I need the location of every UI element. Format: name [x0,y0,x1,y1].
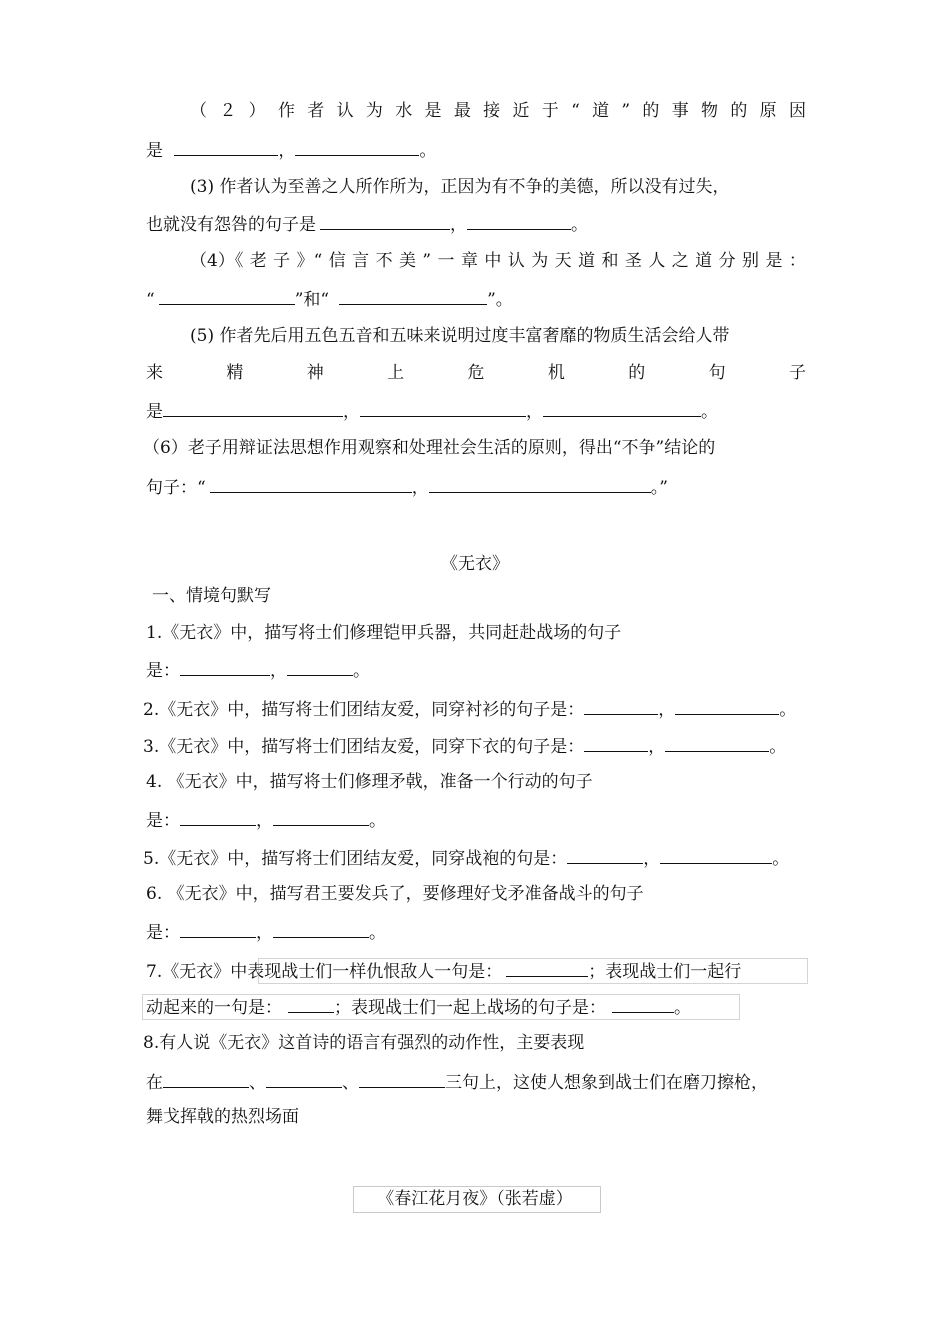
section-title-chunjiang: 《春江花月夜》（张若虚） [377,1189,573,1209]
laozi-q4-char: 分 [718,251,736,271]
answer-blank[interactable] [180,920,256,938]
wuyi-q7-line2: 动起来的一句是： ；表现战士们一起上战场的句子是： 。 [146,995,691,1017]
laozi-q2-char: ２ [219,101,237,121]
answer-blank[interactable] [295,138,419,156]
laozi-q2-char: 接 [483,101,501,121]
laozi-q2-char: ” [621,101,631,121]
laozi-q2-char: 事 [671,101,689,121]
laozi-q2-line1 [190,100,806,122]
laozi-q2-char: 作 [277,101,295,121]
answer-blank[interactable] [584,734,648,752]
laozi-q4-char: 子 [273,251,291,271]
laozi-q2-char: 道 [592,101,610,121]
answer-blank[interactable] [288,995,334,1013]
wuyi-q6-line1: 6. 《无衣》中，描写君王要发兵了，要修理好戈矛准备战斗的句子 [146,884,644,904]
wuyi-q4-line2: 是： ， 。 [146,808,386,830]
answer-blank[interactable] [163,399,343,417]
answer-blank[interactable] [273,808,369,826]
laozi-q2-char: 因 [788,101,806,121]
laozi-q2-char: 近 [512,101,530,121]
answer-blank[interactable] [163,1070,249,1088]
laozi-q5-char: 精 [226,363,244,383]
answer-blank[interactable] [287,658,353,676]
laozi-q2-char: 最 [453,101,471,121]
laozi-q5-line1: (5) 作者先后用五色五音和五味来说明过度丰富奢靡的物质生活会给人带 [190,326,730,346]
section-title-wuyi: 《无衣》 [441,554,509,574]
laozi-q2-char: （ [190,101,207,121]
laozi-q4-line2: “ ”和“ ”。 [146,287,513,309]
answer-blank[interactable] [320,212,450,230]
wuyi-q4-line1: 4. 《无衣》中，描写将士们修理矛戟，准备一个行动的句子 [146,772,593,792]
laozi-q4-char: 章 [460,251,478,271]
laozi-q2-char: 水 [395,101,413,121]
laozi-q5-char: 上 [387,363,405,383]
wuyi-q6-line2: 是： ， 。 [146,920,386,942]
laozi-q2-char: 于 [541,101,559,121]
laozi-q5-line2 [146,362,806,384]
laozi-q4-char: 道 [695,251,713,271]
wuyi-q3: 3.《无衣》中，描写将士们团结友爱，同穿下衣的句子是： ， 。 [143,734,786,756]
laozi-q2-char: 的 [642,101,660,121]
answer-blank[interactable] [180,808,256,826]
answer-blank[interactable] [665,734,769,752]
laozi-q4-char: ” [422,251,432,271]
laozi-q4-char: 认 [507,251,525,271]
answer-blank[interactable] [543,399,701,417]
laozi-q2-line2: 是 ， 。 [146,138,436,160]
laozi-q2-char: 物 [701,101,719,121]
laozi-q2-char: 认 [336,101,354,121]
laozi-q4-char: 中 [484,251,502,271]
answer-blank[interactable] [210,475,412,493]
laozi-q5-char: 神 [306,363,324,383]
laozi-q4-char: 为 [531,251,549,271]
laozi-q2-char: 是 [424,101,442,121]
laozi-q4-char: ： [788,251,806,271]
laozi-q2-char: 的 [730,101,748,121]
answer-blank[interactable] [584,697,658,715]
answer-blank[interactable] [506,959,588,977]
answer-blank[interactable] [429,475,651,493]
laozi-q6-line1: （6）老子用辩证法思想作用观察和处理社会生活的原则，得出“不争”结论的 [143,438,716,458]
laozi-q5-char: 危 [467,363,485,383]
laozi-q4-char: 一 [437,251,455,271]
wuyi-q8-line2: 在 、 、 三句上，这使人想象到战士们在磨刀擦枪， [146,1070,768,1092]
answer-blank[interactable] [339,287,487,305]
laozi-q2-char: 为 [365,101,383,121]
laozi-q2-char: 者 [307,101,325,121]
laozi-q5-char: 来 [146,363,163,383]
wuyi-q8-line3: 舞戈挥戟的热烈场面 [146,1107,299,1127]
answer-blank[interactable] [359,1070,445,1088]
laozi-q2-char: ） [248,101,266,121]
laozi-q5-char: 子 [789,363,806,383]
answer-blank[interactable] [612,995,674,1013]
laozi-q4-char: 别 [742,251,760,271]
answer-blank[interactable] [675,697,779,715]
answer-blank[interactable] [159,287,295,305]
laozi-q2-char: “ [571,101,580,121]
laozi-q5-char: 的 [628,363,646,383]
laozi-q4-char: 不 [375,251,393,271]
answer-blank[interactable] [266,1070,342,1088]
answer-blank[interactable] [360,399,526,417]
answer-blank[interactable] [467,212,571,230]
laozi-q4-char: 老 [249,251,267,271]
wuyi-q2: 2.《无衣》中，描写将士们团结友爱，同穿衬衫的句子是： ， 。 [143,697,796,719]
laozi-q5-char: 句 [708,363,726,383]
laozi-q4-char: 之 [671,251,689,271]
laozi-q4-char: 天 [554,251,572,271]
laozi-q4-char: 言 [352,251,370,271]
laozi-q4-char: 美 [398,251,416,271]
laozi-q4-char: 是 [765,251,783,271]
laozi-q3-line2: 也就没有怨咎的句子是 ， 。 [146,212,588,234]
laozi-q4-char: 和 [601,251,619,271]
laozi-q4-line1 [190,250,806,272]
laozi-q5-char: 机 [547,363,565,383]
section-heading: 一、情境句默写 [152,586,271,606]
laozi-q4-char: 道 [578,251,596,271]
laozi-q3-line1: (3) 作者认为至善之人所作所为，正因为有不争的美德，所以没有过失， [190,177,730,197]
wuyi-q1-line1: 1.《无衣》中，描写将士们修理铠甲兵器，共同赶赴战场的句子 [146,623,622,643]
answer-blank[interactable] [273,920,369,938]
answer-blank[interactable] [567,846,643,864]
laozi-q4-char: （4）《 [190,251,244,271]
laozi-q4-char: 人 [648,251,666,271]
laozi-q5-line3: 是 ， ， 。 [146,399,718,421]
wuyi-q8-line1: 8.有人说《无衣》这首诗的语言有强烈的动作性，主要表现 [143,1033,585,1053]
answer-blank[interactable] [180,658,270,676]
answer-blank[interactable] [660,846,772,864]
wuyi-q1-line2: 是： ， 。 [146,658,370,680]
laozi-q4-char: 》“ [296,251,323,271]
wuyi-q7-line1: 7.《无衣》中表现战士们一样仇恨敌人一句是： ；表现战士们一起行 [146,959,741,981]
answer-blank[interactable] [174,138,278,156]
laozi-q4-char: 信 [328,251,346,271]
wuyi-q5: 5.《无衣》中，描写将士们团结友爱，同穿战袍的句是： ， 。 [143,846,789,868]
laozi-q2-char: 原 [759,101,777,121]
laozi-q6-line2: 句子：“ ， 。” [146,475,668,497]
laozi-q4-char: 圣 [624,251,642,271]
